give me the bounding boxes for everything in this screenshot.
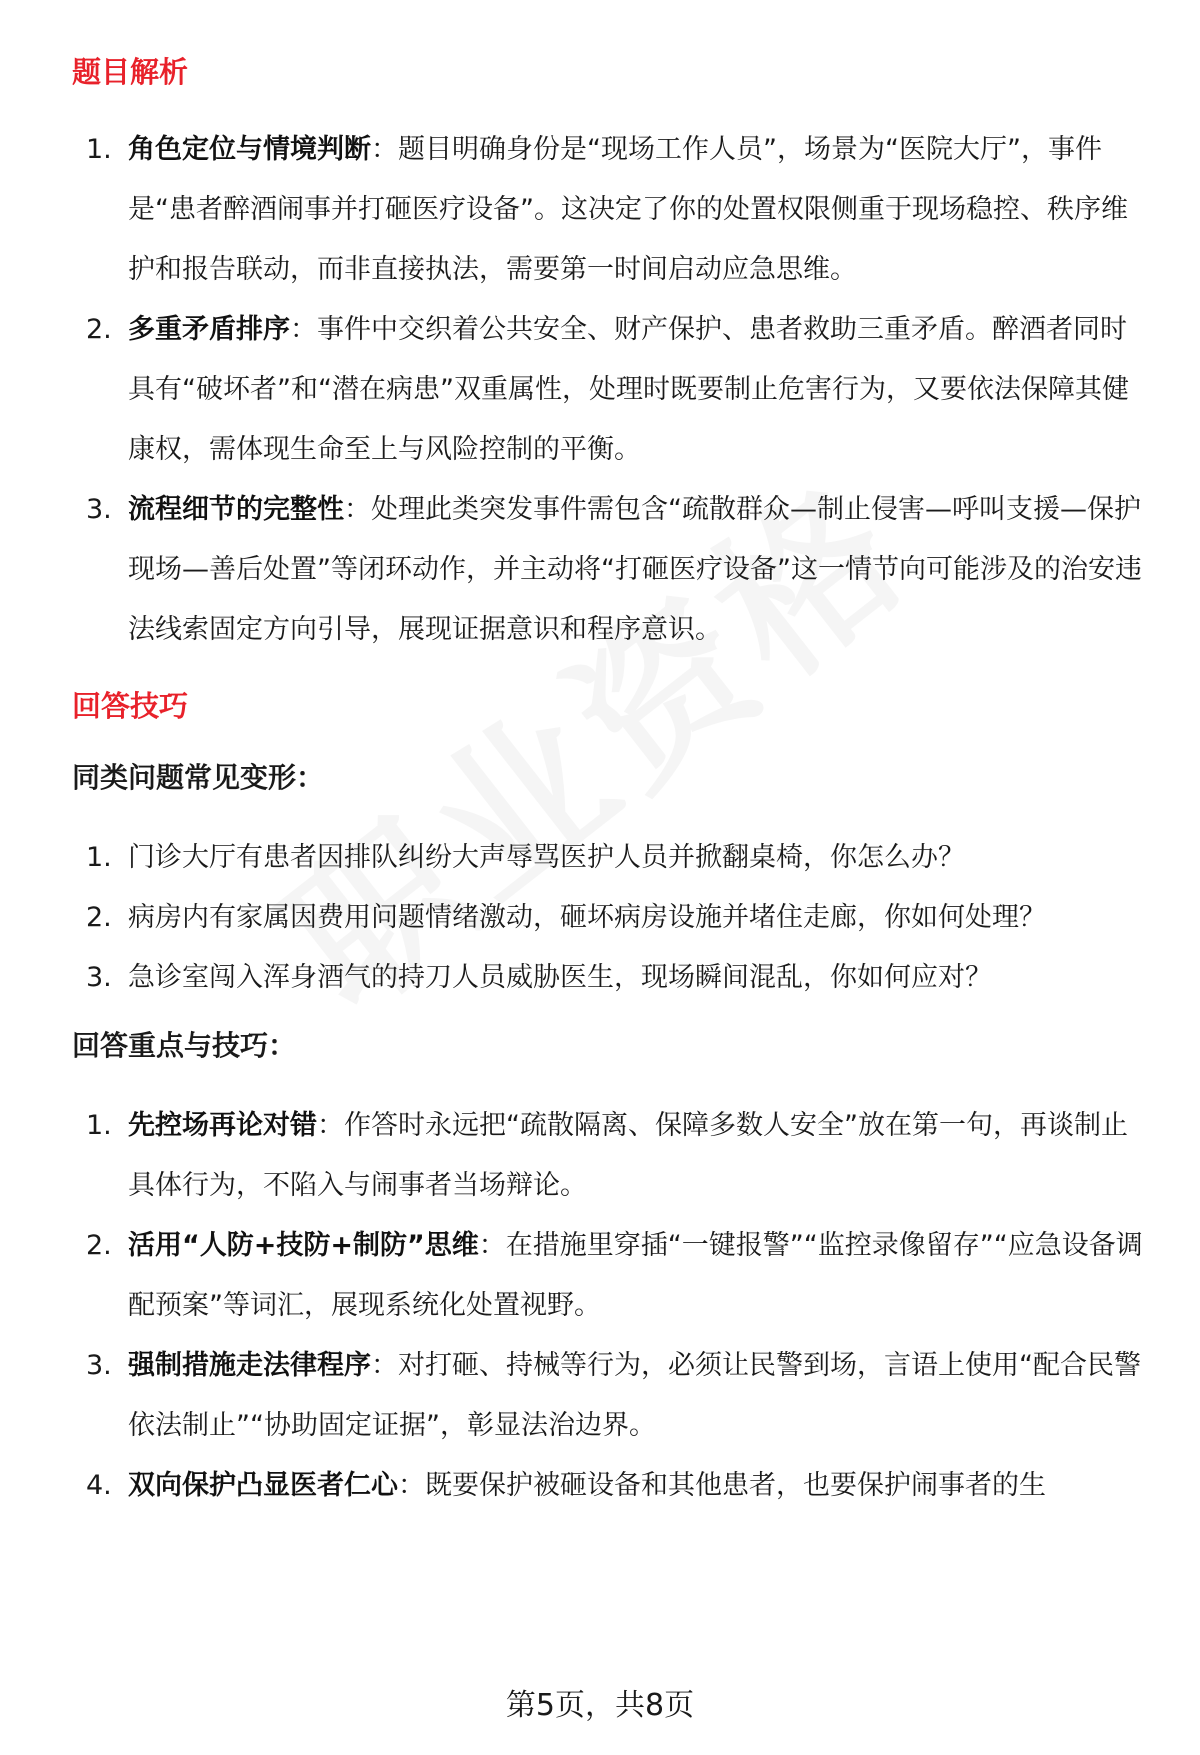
list-item (0, 1336, 1200, 1456)
list-item-text: 门诊大厅有患者因排队纠纷大声辱骂医护人员并掀翻桌椅，你怎么办？ (128, 842, 965, 873)
list-item (0, 1456, 1200, 1516)
list-item-text (128, 1096, 1148, 1216)
list-item-text (128, 120, 1148, 300)
list-number: 3. (86, 494, 112, 525)
list-item-keyword: 先控场再论对错 (128, 1110, 317, 1141)
list-item-body: ：处理此类突发事件需包含“疏散群众—制止侵害—呼叫支援—保护现场—善后处置”等闭环动作，并主动将“打砸医疗设备”这一情节向可能涉及的治安违法线索固定方向引导，展现证据意识和程序意识。 (128, 494, 1142, 645)
list-item-keyword: 多重矛盾排序 (128, 314, 290, 345)
page-number-footer: 第5页，共8页 (505, 1688, 695, 1723)
list-item-body: ：题目明确身份是“现场工作人员”，场景为“医院大厅”，事件是“患者醉酒闹事并打砸医疗设备”。这决定了你的处置权限侧重于现场稳控、秩序维护和报告联动，而非直接执法，需要第一时间启动应急思维。 (128, 134, 1128, 285)
list-number: 3. (86, 1350, 112, 1381)
list-number: 3. (86, 962, 112, 993)
list-item-text (128, 480, 1148, 660)
list-item (0, 120, 1200, 300)
list-item-keyword: 双向保护凸显医者仁心 (128, 1470, 398, 1501)
list-number: 2. (86, 314, 112, 345)
list-item-keyword: 活用“人防+技防+制防”思维 (128, 1230, 479, 1261)
list-item (0, 948, 1200, 1008)
variants-list (0, 828, 1200, 1008)
list-item-text (128, 1336, 1148, 1456)
list-item (0, 1096, 1200, 1216)
list-number: 1. (86, 842, 112, 873)
list-number: 2. (86, 1230, 112, 1261)
list-item-body: ：既要保护被砸设备和其他患者，也要保护闹事者的生 (398, 1470, 1046, 1501)
list-item (0, 480, 1200, 660)
list-item-body: ：作答时永远把“疏散隔离、保障多数人安全”放在第一句，再谈制止具体行为，不陷入与闹事者当场辩论。 (128, 1110, 1128, 1201)
list-item-text (128, 300, 1148, 480)
section-title-analysis: 题目解析 (72, 55, 189, 89)
list-item (0, 888, 1200, 948)
list-number: 2. (86, 902, 112, 933)
list-item-body: ：事件中交织着公共安全、财产保护、患者救助三重矛盾。醉酒者同时具有“破坏者”和“潜在病患”双重属性，处理时既要制止危害行为，又要依法保障其健康权，需体现生命至上与风险控制的平衡。 (128, 314, 1129, 465)
tips-heading: 回答重点与技巧： (72, 1029, 297, 1062)
list-item-text (128, 1216, 1148, 1336)
list-item-text (128, 1456, 1148, 1516)
list-item-body: ：对打砸、持械等行为，必须让民警到场，言语上使用“配合民警依法制止”“协助固定证据”，彰显法治边界。 (128, 1350, 1141, 1441)
list-item (0, 1216, 1200, 1336)
list-item-keyword: 强制措施走法律程序 (128, 1350, 371, 1381)
list-item (0, 300, 1200, 480)
list-number: 1. (86, 134, 112, 165)
list-item-keyword: 流程细节的完整性 (128, 494, 344, 525)
section-title-tips: 回答技巧 (72, 689, 189, 723)
list-item-text: 病房内有家属因费用问题情绪激动，砸坏病房设施并堵住走廊，你如何处理？ (128, 902, 1046, 933)
variants-heading: 同类问题常见变形： (72, 761, 325, 794)
list-number: 1. (86, 1110, 112, 1141)
list-item-text: 急诊室闯入浑身酒气的持刀人员威胁医生，现场瞬间混乱，你如何应对？ (128, 962, 992, 993)
list-item-keyword: 角色定位与情境判断 (128, 134, 371, 165)
list-item (0, 828, 1200, 888)
list-number: 4. (86, 1470, 112, 1501)
list-item-body: ：在措施里穿插“一键报警”“监控录像留存”“应急设备调配预案”等词汇，展现系统化处置视野。 (128, 1230, 1143, 1321)
tips-list (0, 1096, 1200, 1516)
analysis-list (0, 120, 1200, 660)
